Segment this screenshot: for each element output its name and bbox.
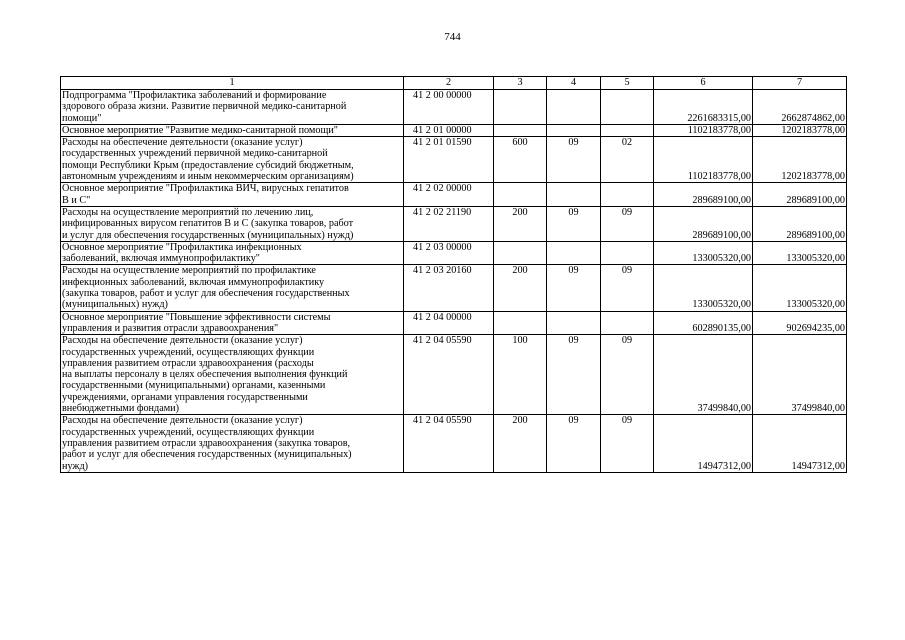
expense-type-code: 600 [494,137,547,183]
table-row [61,124,847,136]
description-line: и услуг для обеспечения государственных (муниципальных) нужд) [62,229,354,241]
section-code [547,183,601,207]
description-line: управления развитием отрасли здравоохранения (расходы [62,357,314,369]
target-article-code: 41 2 02 00000 [404,183,494,207]
expense-type-code: 100 [494,335,547,415]
amount-year-1: 289689100,00 [654,183,753,207]
target-article-code: 41 2 04 05590 [404,415,494,472]
expense-type-code: 200 [494,206,547,241]
amount-year-2: 1202183778,00 [753,124,847,136]
description-line: автономным учреждениям и иным некоммерческим организациям) [62,171,354,183]
subsection-code: 09 [601,415,654,472]
description-line: Расходы на обеспечение деятельности (оказание услуг) [62,415,303,427]
description-line: на выплаты персоналу в целях обеспечения выполнения функций [62,369,348,381]
target-article-code: 41 2 00 00000 [404,90,494,125]
amount-year-1: 289689100,00 [654,206,753,241]
section-code [547,241,601,265]
description-line: Расходы на осуществление мероприятий по лечению лиц, [62,206,314,218]
subsection-code: 09 [601,265,654,311]
description-line: инфекционных заболеваний, включая иммунопрофилактику [62,276,325,288]
column-header: 6 [654,77,753,90]
expense-type-code: 200 [494,415,547,472]
page-number: 744 [444,31,461,43]
amount-year-2: 1202183778,00 [753,137,847,183]
target-article-code: 41 2 03 00000 [404,241,494,265]
target-article-code: 41 2 03 20160 [404,265,494,311]
section-code [547,311,601,335]
target-article-code: 41 2 01 01590 [404,137,494,183]
amount-year-1: 602890135,00 [654,311,753,335]
description-line: государственных учреждений, осуществляющих функции [62,426,315,438]
section-code: 09 [547,335,601,415]
row-description [61,183,404,207]
subsection-code [601,124,654,136]
row-description [61,241,404,265]
target-article-code: 41 2 02 21190 [404,206,494,241]
description-line: В и С" [62,194,91,206]
amount-year-2: 2662874862,00 [753,90,847,125]
expense-type-code [494,241,547,265]
description-line: работ и услуг для обеспечения государственных (муниципальных) [62,449,352,461]
amount-year-1: 2261683315,00 [654,90,753,125]
row-description [61,206,404,241]
amount-year-2: 37499840,00 [753,335,847,415]
table-header-row [61,77,847,90]
expense-type-code [494,183,547,207]
amount-year-2: 289689100,00 [753,206,847,241]
row-description [61,124,404,136]
row-description [61,137,404,183]
amount-year-2: 902694235,00 [753,311,847,335]
description-line: Основное мероприятие "Развитие медико-санитарной помощи" [62,124,338,136]
amount-year-1: 14947312,00 [654,415,753,472]
description-line: Подпрограмма "Профилактика заболеваний и формирование [62,90,327,101]
amount-year-2: 133005320,00 [753,265,847,311]
expense-type-code [494,124,547,136]
description-line: управления и развития отрасли здравоохранения" [62,322,279,334]
amount-year-1: 1102183778,00 [654,124,753,136]
expense-type-code: 200 [494,265,547,311]
column-header: 4 [547,77,601,90]
description-line: внебюджетными фондами) [62,403,180,415]
table-row [61,206,847,241]
description-line: государственных учреждений, осуществляющих функции [62,346,315,358]
amount-year-1: 133005320,00 [654,241,753,265]
description-line: Расходы на обеспечение деятельности (оказание услуг) [62,137,303,149]
amount-year-1: 1102183778,00 [654,137,753,183]
subsection-code [601,90,654,125]
budget-table [60,76,847,473]
subsection-code: 09 [601,206,654,241]
description-line: Расходы на осуществление мероприятий по профилактике [62,265,316,277]
target-article-code: 41 2 01 00000 [404,124,494,136]
subsection-code: 09 [601,335,654,415]
section-code: 09 [547,137,601,183]
description-line: государственных учреждений первичной медико-санитарной [62,148,328,160]
description-line: Расходы на обеспечение деятельности (оказание услуг) [62,335,303,347]
section-code: 09 [547,206,601,241]
description-line: (закупка товаров, работ и услуг для обеспечения государственных [62,288,350,300]
description-line: помощи Республики Крым (предоставление субсидий бюджетным, [62,159,354,171]
description-line: учреждениями, органами управления государственными [62,391,308,403]
column-header: 5 [601,77,654,90]
amount-year-1: 133005320,00 [654,265,753,311]
table-row [61,137,847,183]
description-line: инфицированных вирусом гепатитов В и С (закупка товаров, работ [62,218,354,230]
section-code [547,90,601,125]
table-row [61,265,847,311]
subsection-code: 02 [601,137,654,183]
subsection-code [601,241,654,265]
table-row [61,335,847,415]
table-row [61,183,847,207]
target-article-code: 41 2 04 00000 [404,311,494,335]
description-line: помощи" [62,112,102,124]
amount-year-2: 14947312,00 [753,415,847,472]
description-line: Основное мероприятие "Профилактика инфекционных [62,241,302,253]
section-code: 09 [547,265,601,311]
section-code: 09 [547,415,601,472]
table-row [61,415,847,472]
description-line: государственными (муниципальными) органами, казенными [62,380,326,392]
target-article-code: 41 2 04 05590 [404,335,494,415]
description-line: управления развитием отрасли здравоохранения (закупка товаров, [62,437,351,449]
description-line: заболеваний, включая иммунопрофилактику" [62,253,260,265]
amount-year-1: 37499840,00 [654,335,753,415]
row-description [61,90,404,125]
column-header: 2 [404,77,494,90]
column-header: 3 [494,77,547,90]
column-header: 7 [753,77,847,90]
table-row [61,311,847,335]
table-row [61,241,847,265]
section-code [547,124,601,136]
table-row [61,90,847,125]
description-line: Основное мероприятие "Профилактика ВИЧ, вирусных гепатитов [62,183,349,195]
row-description [61,415,404,472]
expense-type-code [494,311,547,335]
subsection-code [601,183,654,207]
subsection-code [601,311,654,335]
amount-year-2: 289689100,00 [753,183,847,207]
description-line: нужд) [62,460,89,472]
column-header: 1 [61,77,404,90]
expense-type-code [494,90,547,125]
description-line: здорового образа жизни. Развитие первичной медико-санитарной [62,101,347,113]
description-line: Основное мероприятие "Повышение эффективности системы [62,311,331,323]
amount-year-2: 133005320,00 [753,241,847,265]
description-line: (муниципальных) нужд) [62,299,168,311]
row-description [61,265,404,311]
row-description [61,335,404,415]
row-description [61,311,404,335]
